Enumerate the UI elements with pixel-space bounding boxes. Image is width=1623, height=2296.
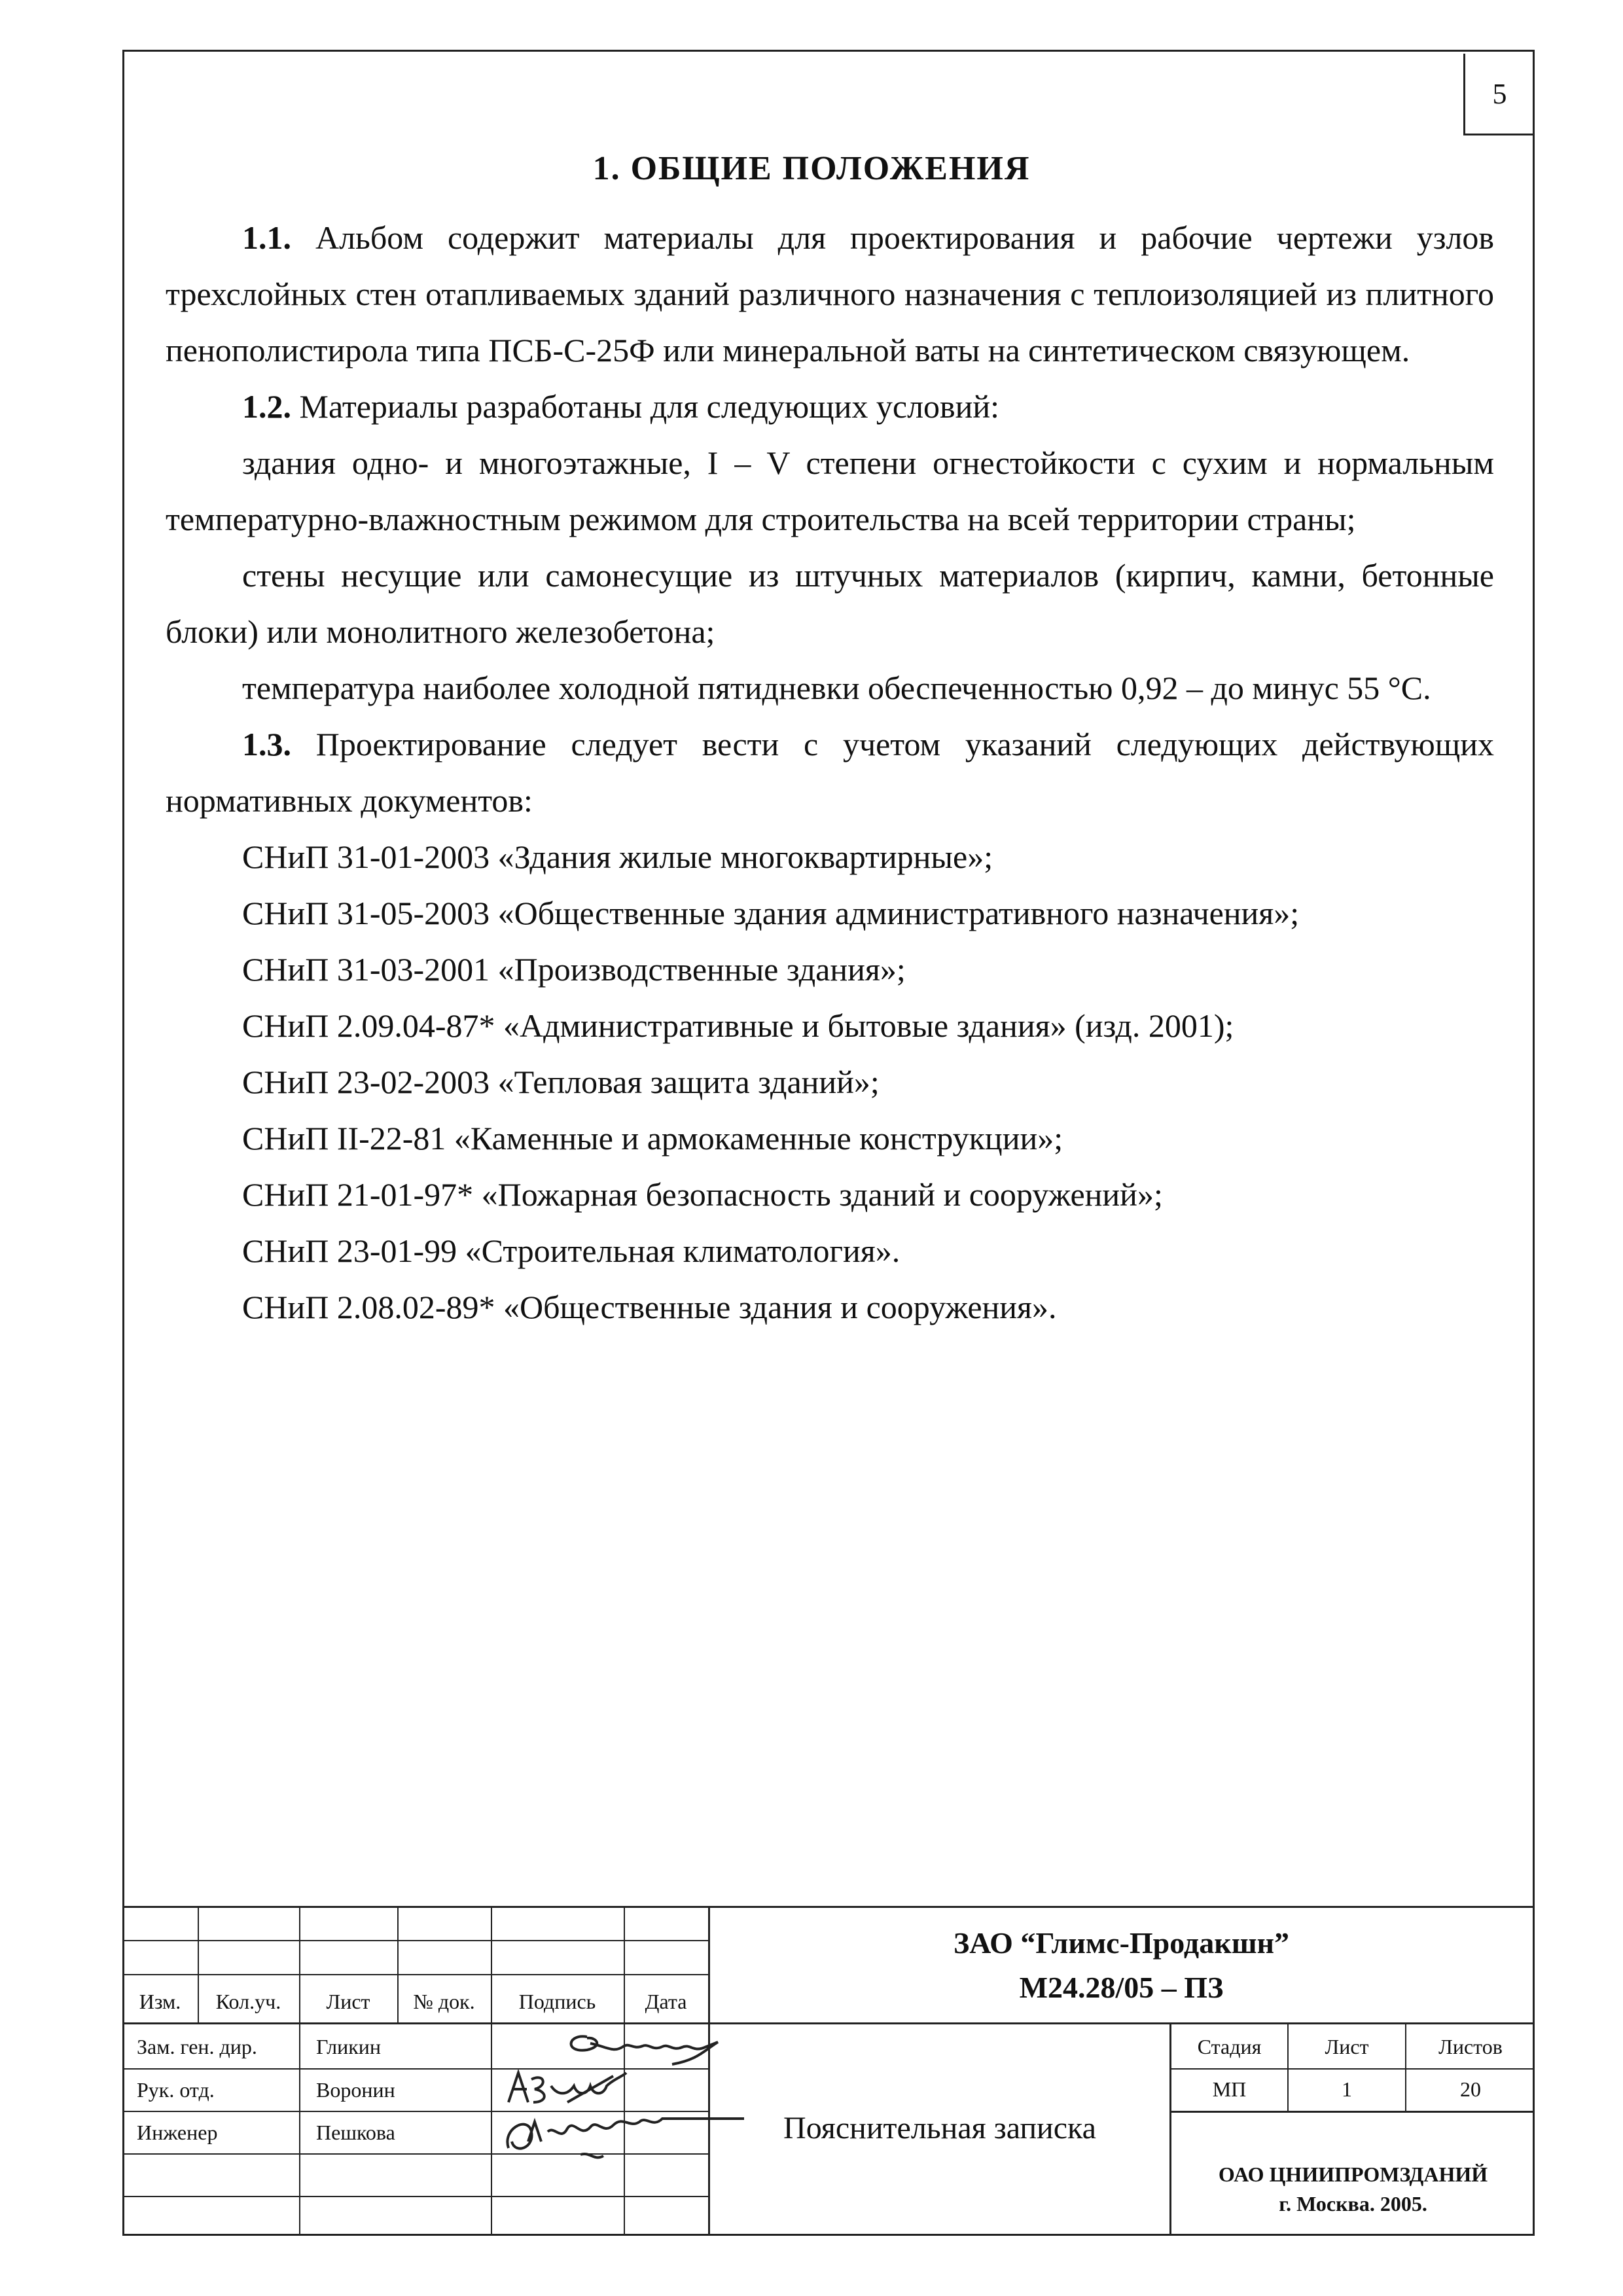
norm-reference: СНиП 31-05-2003 «Общественные здания административного назначения»; xyxy=(242,895,1300,931)
person-name: Гликин xyxy=(316,2035,381,2058)
norm-reference: СНиП 2.09.04-87* «Административные и бытовые здания» (изд. 2001); xyxy=(242,1007,1234,1044)
header-izm: Изм. xyxy=(139,1990,181,2013)
clause-text: Материалы разработаны для следующих условий: xyxy=(299,388,1000,425)
clause-number: 1.3. xyxy=(242,726,291,762)
stage-header: Стадия xyxy=(1197,2035,1262,2058)
norm-reference: СНиП 23-02-2003 «Тепловая защита зданий»; xyxy=(242,1064,880,1100)
page-number: 5 xyxy=(1463,54,1534,135)
sheets-header: Листов xyxy=(1438,2035,1503,2058)
clause-text: Альбом содержит материалы для проектирования и рабочие чертежи узлов трехслойных стен отапливаемых зданий различного назначения с теплоизоляцией из плитного пенополистирола типа ПСБ-С-25Ф или минеральной ваты на синтетическом связующем. xyxy=(166,219,1495,368)
paragraph-1-1 xyxy=(166,209,1494,378)
sheet-value: 1 xyxy=(1342,2077,1352,2101)
paragraph-1-2 xyxy=(166,378,1494,435)
person-name: Воронин xyxy=(316,2078,395,2102)
condition-temperature: температура наиболее холодной пятидневки обеспеченностью 0,92 – до минус 55 °С. xyxy=(242,670,1431,706)
paragraph-1-3 xyxy=(166,716,1494,829)
institute-city-year: г. Москва. 2005. xyxy=(1279,2192,1427,2215)
title-block xyxy=(122,1906,1535,2236)
norm-reference: СНиП 31-03-2001 «Производственные здания»; xyxy=(242,951,906,988)
condition-walls: стены несущие или самонесущие из штучных материалов (кирпич, камни, бетонные блоки) или монолитного железобетона; xyxy=(166,557,1494,650)
section-heading: 1. ОБЩИЕ ПОЛОЖЕНИЯ xyxy=(592,150,1031,187)
clause-number: 1.2. xyxy=(242,388,291,425)
document-title: Пояснительная записка xyxy=(783,2111,1096,2145)
stage-value: МП xyxy=(1212,2077,1247,2101)
header-date: Дата xyxy=(645,1990,687,2013)
clause-text: Проектирование следует вести с учетом указаний следующих действующих нормативных документов: xyxy=(166,726,1495,819)
company-name: ЗАО “Глимс-Продакшн” xyxy=(953,1926,1290,1960)
header-doc-number: № док. xyxy=(413,1990,475,2013)
condition-buildings: здания одно- и многоэтажные, I – V степени огнестойкости с сухим и нормальным температурно-влажностным режимом для строительства на всей территории страны; xyxy=(166,444,1494,537)
header-kol-uch: Кол.уч. xyxy=(215,1990,281,2013)
role-label: Зам. ген. дир. xyxy=(137,2035,257,2058)
sheets-value: 20 xyxy=(1460,2077,1481,2101)
sheet-header: Лист xyxy=(1325,2035,1369,2058)
norm-reference: СНиП II-22-81 «Каменные и армокаменные конструкции»; xyxy=(242,1120,1063,1157)
person-name: Пешкова xyxy=(316,2121,395,2144)
document-code: М24.28/05 – ПЗ xyxy=(1019,1971,1224,2004)
header-signature: Подпись xyxy=(518,1990,596,2013)
header-list: Лист xyxy=(326,1990,370,2013)
document-body xyxy=(166,209,1494,1335)
norm-reference: СНиП 2.08.02-89* «Общественные здания и сооружения». xyxy=(242,1289,1057,1325)
norm-reference: СНиП 21-01-97* «Пожарная безопасность зданий и сооружений»; xyxy=(242,1176,1163,1213)
norm-reference: СНиП 23-01-99 «Строительная климатология». xyxy=(242,1232,901,1269)
clause-number: 1.1. xyxy=(242,219,291,256)
role-label: Инженер xyxy=(137,2121,218,2144)
role-label: Рук. отд. xyxy=(137,2078,215,2102)
institute-name: ОАО ЦНИИПРОМЗДАНИЙ xyxy=(1218,2162,1488,2186)
norm-reference: СНиП 31-01-2003 «Здания жилые многоквартирные»; xyxy=(242,838,993,875)
